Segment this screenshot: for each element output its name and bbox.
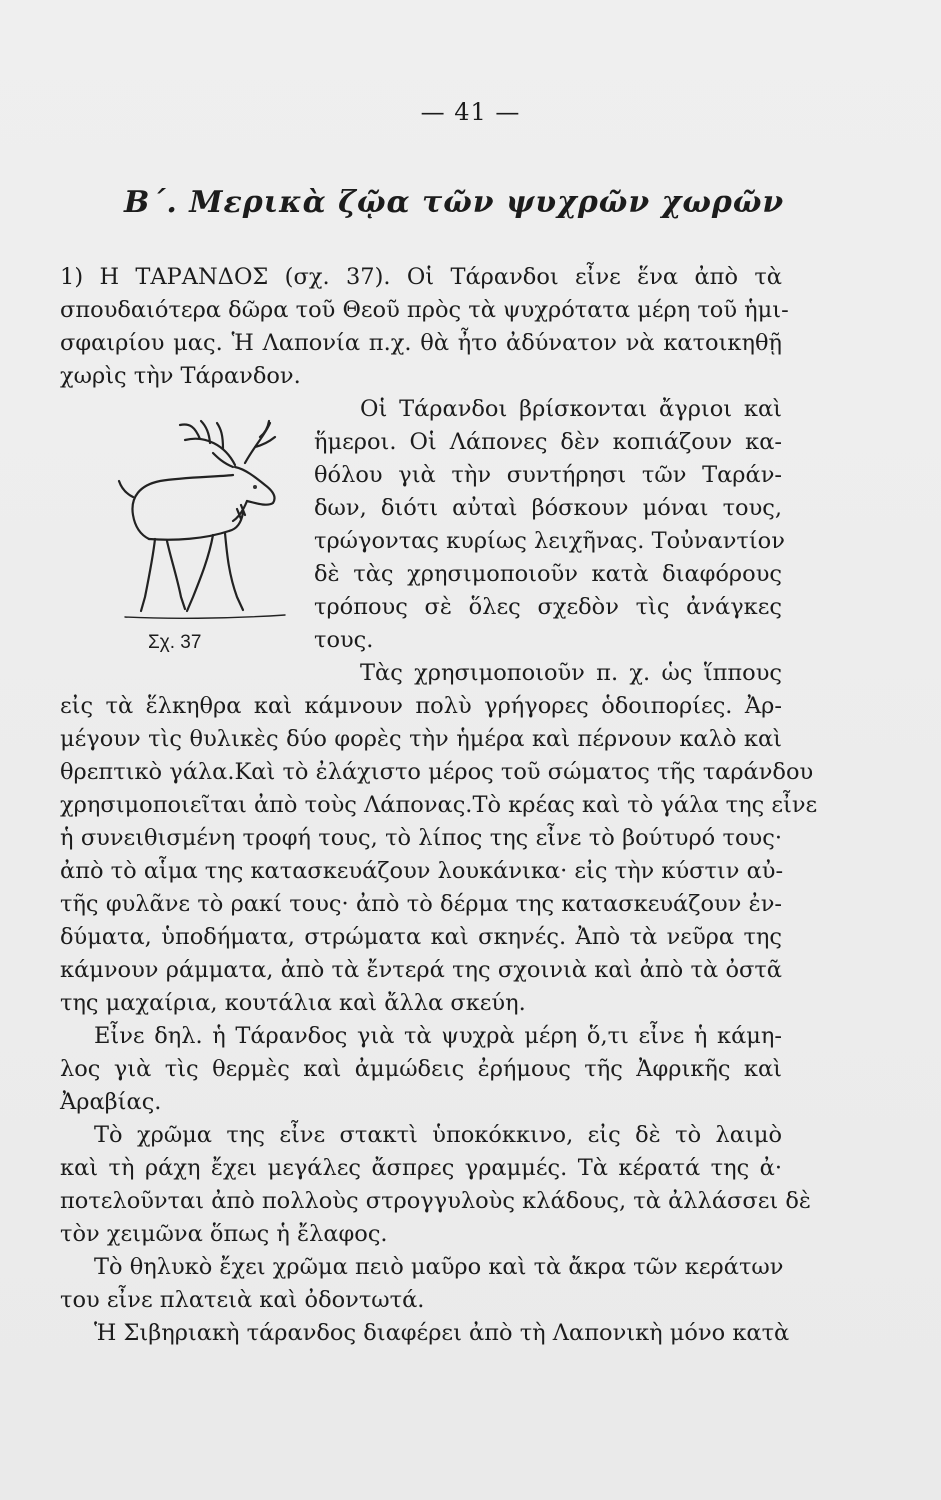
text-line: τῆς φυλᾶνε τὸ ρακί τους· ἀπὸ τὸ δέρμα της κατασκευάζουν ἐν- [60,891,782,917]
text-line: Εἶνε δηλ. ἡ Τάρανδος γιὰ τὰ ψυχρὰ μέρη ὅ,τι εἶνε ἡ κάμη- [94,1023,782,1049]
section-title: Β΄. Μερικὰ ζῷα τῶν ψυχρῶν χωρῶν [124,185,785,220]
text-line: καὶ τὴ ράχη ἔχει μεγάλες ἄσπρες γραμμές. Τὰ κέρατά της ἀ· [60,1155,782,1181]
text-line: Τὰς χρησιμοποιοῦν π. χ. ὡς ἵππους [360,660,782,686]
text-line: δὲ τὰς χρησιμοποιοῦν κατὰ διαφόρους [314,561,782,587]
figure-caption: Σχ. 37 [148,632,202,653]
text-line: θόλου γιὰ τὴν συντήρησι τῶν Ταράν- [314,462,782,488]
text-line: ποτελοῦνται ἀπὸ πολλοὺς στρογγυλοὺς κλάδους, τὰ ἀλλάσσει δὲ [60,1188,811,1214]
text-line: ἥμεροι. Οἱ Λάπονες δὲν κοπιάζουν κα- [314,429,782,455]
text-line: λος γιὰ τὶς θερμὲς καὶ ἀμμώδεις ἐρήμους τῆς Ἀφρικῆς καὶ [60,1056,782,1082]
text-line: τρόπους σὲ ὅλες σχεδὸν τὶς ἀνάγκες [314,594,782,620]
text-line: ἡ συνειθισμένη τροφή τους, τὸ λίπος της εἶνε τὸ βούτυρό τους· [60,825,782,851]
text-line: ἀπὸ τὸ αἷμα της κατασκευάζουν λουκάνικα· εἰς τὴν κύστιν αὐ- [60,858,784,884]
text-line: τρώγοντας κυρίως λειχῆνας. Τοὐναντίον [314,528,785,554]
text-line: 1) Η ΤΑΡΑΝΔΟΣ (σχ. 37). Οἱ Τάρανδοι εἶνε ἕνα ἀπὸ τὰ [60,264,782,290]
text-line: Ἡ Σιβηριακὴ τάρανδος διαφέρει ἀπὸ τὴ Λαπονικὴ μόνο κατὰ [94,1320,790,1346]
text-line: Ἀραβίας. [60,1089,162,1115]
text-line: Τὸ χρῶμα της εἶνε στακτὶ ὑποκόκκινο, εἰς δὲ τὸ λαιμὸ [94,1122,782,1148]
text-line: τους. [314,627,374,653]
text-line: σφαιρίου μας. Ἡ Λαπονία π.χ. θὰ ἦτο ἀδύνατον νὰ κατοικηθῇ [60,330,782,356]
text-line: χρησιμοποιεῖται ἀπὸ τοὺς Λάπονας.Τὸ κρέας καὶ τὸ γάλα της εἶνε [60,792,818,818]
text-line: Τὸ θηλυκὸ ἔχει χρῶμα πειὸ μαῦρο καὶ τὰ ἄκρα τῶν κεράτων [94,1254,784,1280]
text-line: εἰς τὰ ἕλκηθρα καὶ κάμνουν πολὺ γρήγορες ὁδοιπορίες. Ἀρ- [60,693,782,719]
page-number: — 41 — [420,98,521,126]
text-line: δων, διότι αὐταὶ βόσκουν μόναι τους, [314,495,782,521]
text-line: δύματα, ὑποδήματα, στρώματα καὶ σκηνές. Ἀπὸ τὰ νεῦρα της [60,924,782,950]
text-line: χωρὶς τὴν Τάρανδον. [60,363,301,389]
text-line: της μαχαίρια, κουτάλια καὶ ἄλλα σκεύη. [60,990,526,1016]
text-line: θρεπτικὸ γάλα.Καὶ τὸ ἐλάχιστο μέρος τοῦ σώματος τῆς ταράνδου [60,759,814,785]
text-line: τὸν χειμῶνα ὅπως ἡ ἔλαφος. [60,1221,388,1247]
text-line: σπουδαιότερα δῶρα τοῦ Θεοῦ πρὸς τὰ ψυχρότατα μέρη τοῦ ἡμι- [60,297,789,323]
text-line: κάμνουν ράμματα, ἀπὸ τὰ ἔντερά της σχοινιὰ καὶ ἀπὸ τὰ ὀστᾶ [60,957,782,983]
text-line: μέγουν τὶς θυλικὲς δύο φορὲς τὴν ἡμέρα καὶ πέρνουν καλὸ καὶ [60,726,782,752]
reindeer-illustration [105,405,305,635]
text-line: του εἶνε πλατειὰ καὶ ὀδοντωτά. [60,1287,425,1313]
text-line: Οἱ Τάρανδοι βρίσκονται ἄγριοι καὶ [360,396,782,422]
